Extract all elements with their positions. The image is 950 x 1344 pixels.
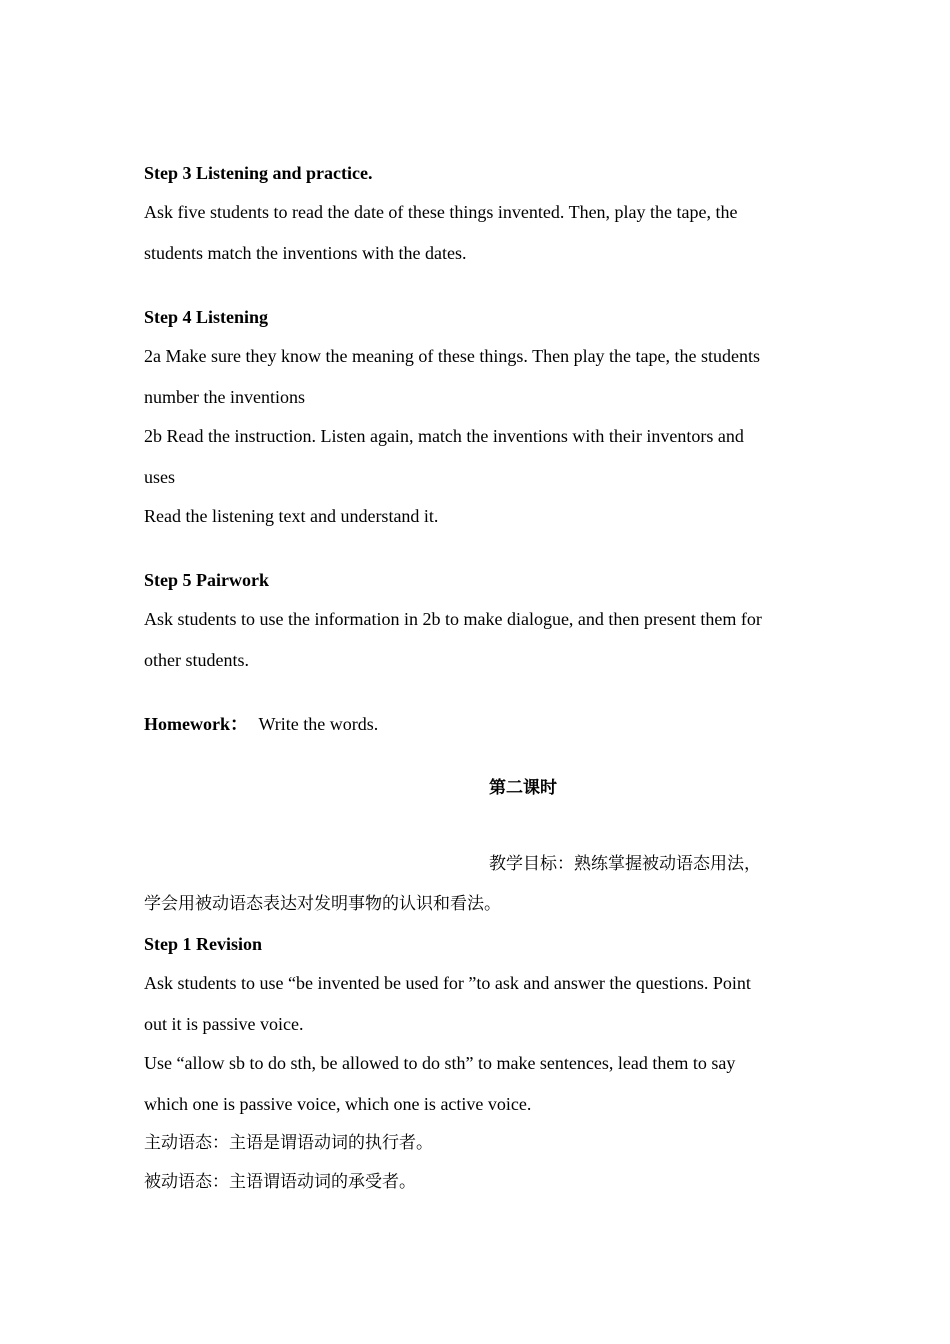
lesson2-goal-line2: 学会用被动语态表达对发明事物的认识和看法。 <box>144 894 501 914</box>
lesson2-title: 第二课时 <box>489 778 557 798</box>
homework-text: Write the words. <box>258 714 379 734</box>
step4-heading: Step 4 Listening <box>144 307 269 327</box>
step3-heading: Step 3 Listening and practice. <box>144 163 373 183</box>
step3-text-line2: students match the inventions with the dates. <box>144 243 467 263</box>
step4-text-line5: Read the listening text and understand it. <box>144 506 439 526</box>
step4-text-line3: 2b Read the instruction. Listen again, match the inventions with their inventors and <box>144 426 744 446</box>
step1-text-line2: out it is passive voice. <box>144 1014 304 1034</box>
homework-line <box>144 713 378 735</box>
step1-text-line1: Ask students to use “be invented be used for ”to ask and answer the questions. Point <box>144 973 751 993</box>
step5-text-line1: Ask students to use the information in 2b to make dialogue, and then present them for <box>144 609 762 629</box>
step4-text-line1: 2a Make sure they know the meaning of these things. Then play the tape, the students <box>144 346 761 366</box>
step1-text-line4: which one is passive voice, which one is active voice. <box>144 1094 532 1114</box>
step5-heading: Step 5 Pairwork <box>144 570 269 590</box>
step1-heading: Step 1 Revision <box>144 934 263 954</box>
step3-text-line1: Ask five students to read the date of these things invented. Then, play the tape, the <box>144 202 738 222</box>
lesson2-goal-line1: 教学目标：熟练掌握被动语态用法， <box>489 854 761 874</box>
step1-text-line5: 主动语态：主语是谓语动词的执行者。 <box>144 1133 433 1153</box>
step1-text-line6: 被动语态：主语谓语动词的承受者。 <box>144 1172 416 1192</box>
step4-text-line4: uses <box>144 467 175 487</box>
homework-label: Homework： <box>144 714 248 734</box>
step1-text-line3: Use “allow sb to do sth, be allowed to do sth” to make sentences, lead them to say <box>144 1053 736 1073</box>
step5-text-line2: other students. <box>144 650 249 670</box>
step4-text-line2: number the inventions <box>144 387 305 407</box>
